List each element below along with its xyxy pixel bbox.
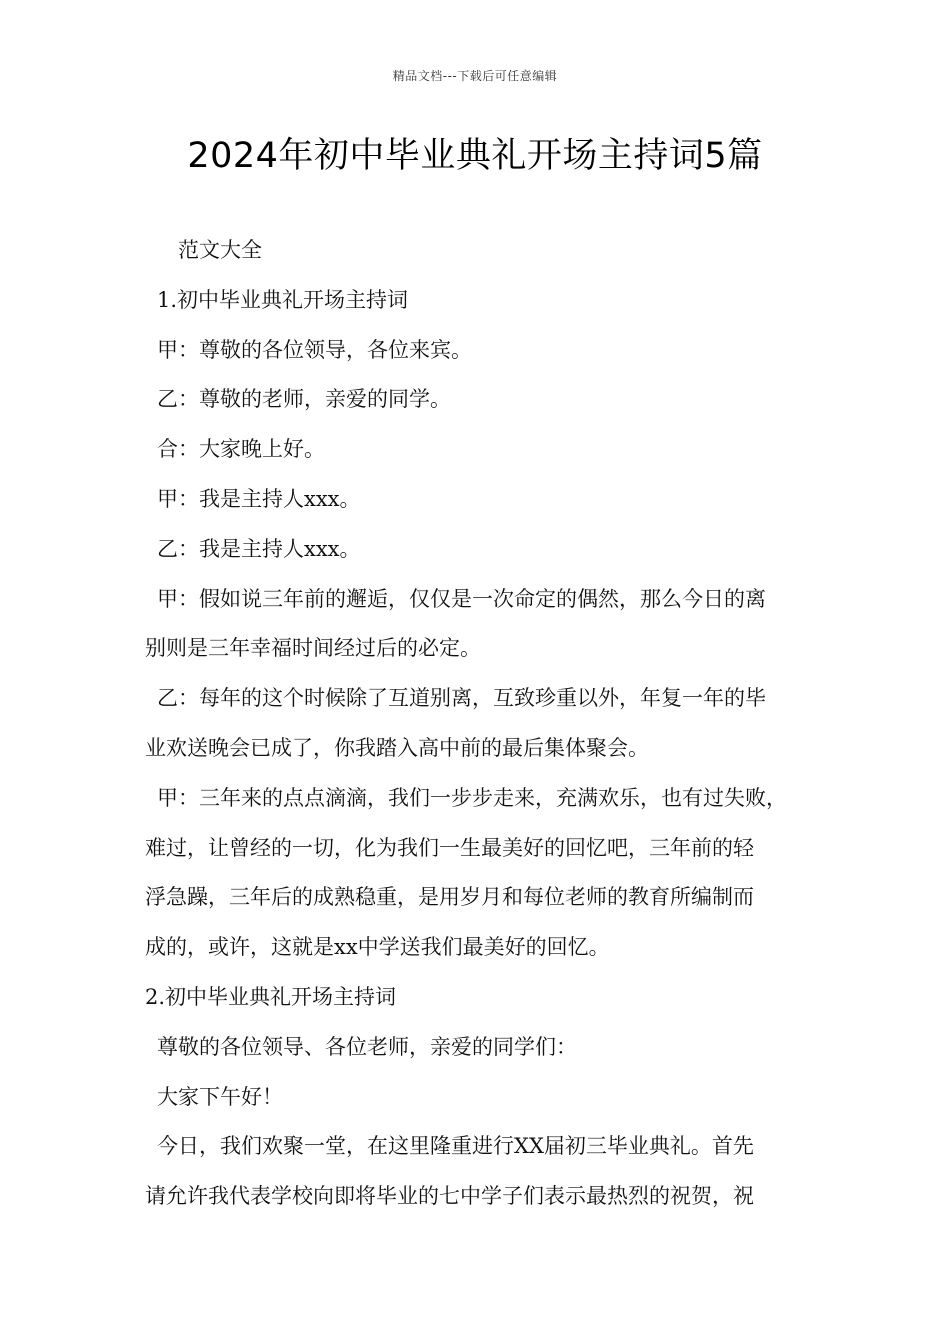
paragraph-line: 请允许我代表学校向即将毕业的七中学子们表示最热烈的祝贺，祝 [145, 1184, 754, 1209]
paragraph-line: 难过，让曾经的一切，化为我们一生最美好的回忆吧，三年前的轻 [145, 835, 754, 860]
paragraph-line: 乙：尊敬的老师，亲爱的同学。 [157, 387, 451, 412]
paragraph-line: 浮急躁，三年后的成熟稳重，是用岁月和每位老师的教育所编制而 [145, 885, 754, 910]
paragraph-line: 尊敬的各位领导、各位老师，亲爱的同学们： [157, 1034, 577, 1059]
paragraph-line: 甲：尊敬的各位领导，各位来宾。 [157, 337, 472, 362]
paragraph-line: 甲：假如说三年前的邂逅，仅仅是一次命定的偶然，那么今日的离 [157, 586, 766, 611]
paragraph-line: 今日，我们欢聚一堂，在这里隆重进行XX届初三毕业典礼。首先 [157, 1134, 754, 1159]
document-title: 2024年初中毕业典礼开场主持词5篇 [187, 136, 763, 176]
document-body [145, 226, 825, 1222]
header-note: 精品文档---下载后可任意编辑 [392, 69, 558, 83]
paragraph-line: 别则是三年幸福时间经过后的必定。 [145, 636, 481, 661]
paragraph-line: 成的，或许，这就是xx中学送我们最美好的回忆。 [145, 935, 610, 960]
paragraph-line: 乙：每年的这个时候除了互道别离，互致珍重以外，年复一年的毕 [157, 686, 766, 711]
paragraph-line: 大家下午好！ [157, 1084, 283, 1109]
paragraph-line: 1.初中毕业典礼开场主持词 [157, 287, 409, 312]
paragraph-line: 范文大全 [178, 238, 262, 262]
paragraph-line: 2.初中毕业典礼开场主持词 [145, 984, 397, 1009]
paragraph-line: 甲：三年来的点点滴滴，我们一步步走来，充满欢乐，也有过失败， [157, 785, 787, 810]
paragraph-line: 合：大家晚上好。 [157, 437, 325, 462]
paragraph-line: 业欢送晚会已成了，你我踏入高中前的最后集体聚会。 [145, 735, 649, 760]
paragraph-line: 乙：我是主持人xxx。 [157, 536, 361, 561]
paragraph-line: 甲：我是主持人xxx。 [157, 486, 361, 511]
